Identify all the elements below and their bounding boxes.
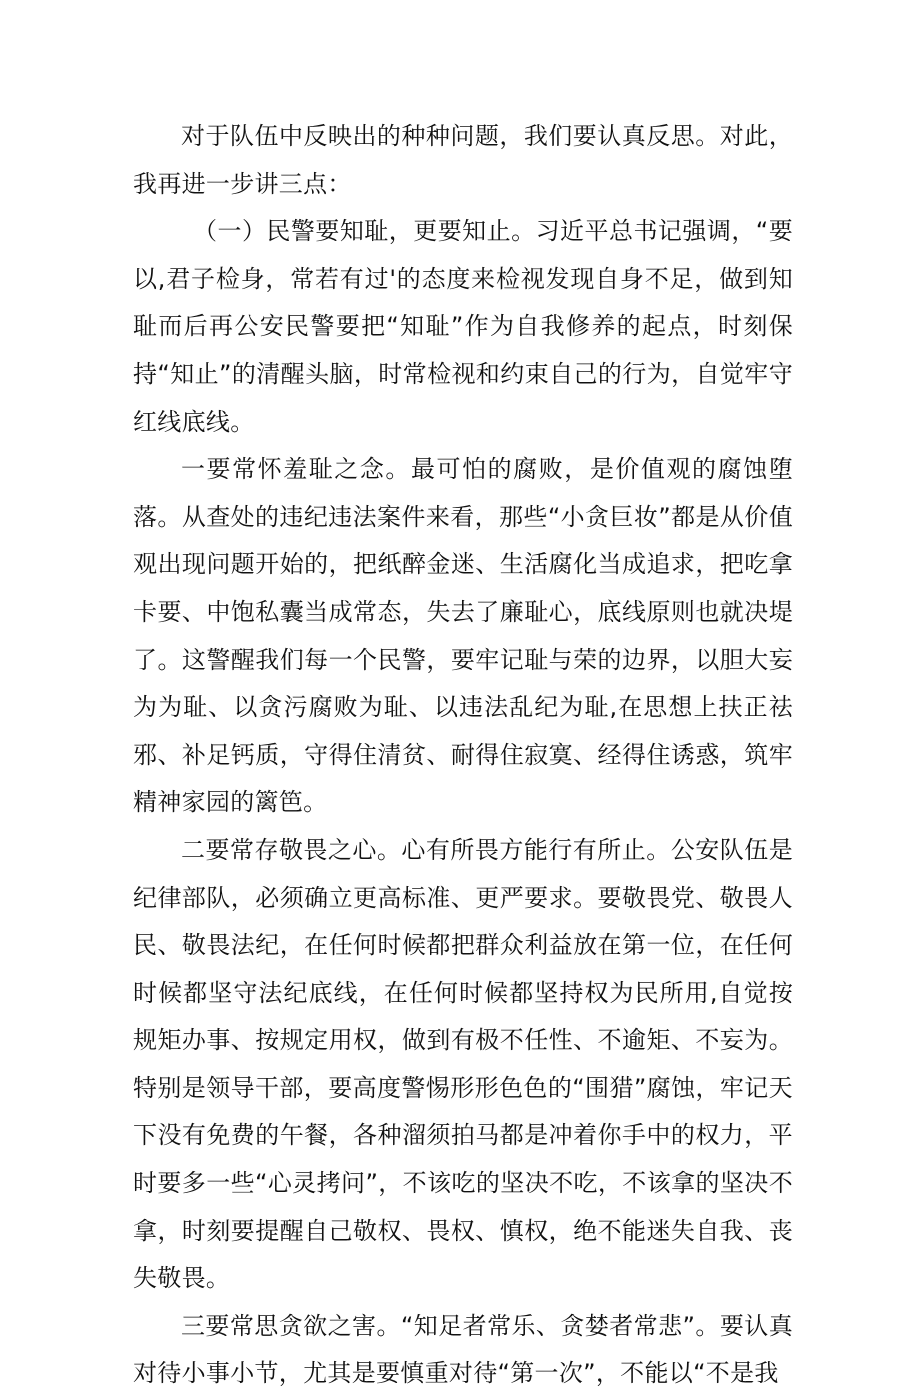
text-line: 午餐，各种溜须拍马都是冲着你手中的权力，平时要多一些“心 (133, 1121, 793, 1198)
paragraph-point-1-b (133, 827, 793, 1303)
paragraph-point-1-c (133, 1303, 793, 1398)
paragraph-point-1-a (133, 446, 793, 827)
text-line: 贪污腐败为耻、以违法乱纪为耻,在思想上扶正祛邪、补足钙质， (133, 693, 794, 769)
text-line: 坚守法纪底线，在任何时候都坚持权为民所用,自觉按规矩办事、 (133, 978, 794, 1055)
text-line: 敬畏法纪，在任何时候都把群众利益放在第一位，在任何时候都 (133, 931, 793, 1007)
text-line: 再进一步讲三点： (157, 169, 352, 198)
text-line: 从查处的违纪违法案件来看，那些“小贪巨妆”都是从价值观出 (133, 502, 793, 579)
paragraph-intro (133, 113, 793, 208)
text-line: 灵拷问”，不该吃的坚决不吃，不该拿的坚决不拿，时刻要提醒 (133, 1169, 793, 1245)
text-line: 再公安民警要把“知耻”作为自我修养的起点，时刻保持“知止” (133, 312, 793, 388)
text-line: 律部队，必须确立更高标准、更严要求。要敬畏党、敬畏人民、 (133, 883, 793, 960)
text-line: 现问题开始的，把纸醉金迷、生活腐化当成追求，把吃拿卡要、 (133, 550, 793, 626)
document-body (133, 113, 793, 1398)
text-line: 守得住清贫、耐得住寂寞、经得住诱惑，筑牢精神家园的篱笆。 (133, 740, 793, 817)
text-line: 的清醒头脑，时常检视和约束自己的行为，自觉牢守红线底线。 (133, 359, 793, 436)
text-line: 二要常存敬畏之心。心有所畏方能行有所止。公安队伍是纪 (133, 835, 793, 912)
text-line: 醒我们每一个民警，要牢记耻与荣的边界，以胆大妄为为耻、以 (133, 645, 794, 722)
text-line: （一）民警要知耻，更要知止。习近平总书记强调，“要以, (133, 217, 793, 293)
text-line: 对于队伍中反映出的种种问题，我们要认真反思。对此，我 (133, 122, 793, 198)
text-line: 按规定用权，做到有极不任性、不逾矩、不妄为。特别是领导干 (133, 1026, 793, 1102)
text-line: 君子检身，常若有过'的态度来检视发现自身不足，做到知耻而后 (133, 264, 793, 341)
text-line: 一要常怀羞耻之念。最可怕的腐败，是价值观的腐蚀堕落。 (133, 455, 793, 531)
text-line: 三要常思贪欲之害。“知足者常乐、贪婪者常悲”。要认真 (181, 1311, 793, 1340)
text-line: 自己敬权、畏权、慎权，绝不能迷失自我、丧失敬畏。 (133, 1216, 793, 1293)
text-line: 部，要高度警惕形形色色的“围猎”腐蚀，牢记天下没有免费的 (133, 1073, 793, 1150)
text-line: 对待小事小节，尤其是要慎重对待“第一次”，不能以“不是我 (133, 1359, 779, 1388)
paragraph-point-1 (133, 208, 793, 446)
text-line: 中饱私囊当成常态，失去了廉耻心，底线原则也就决堤了。这警 (133, 597, 793, 674)
